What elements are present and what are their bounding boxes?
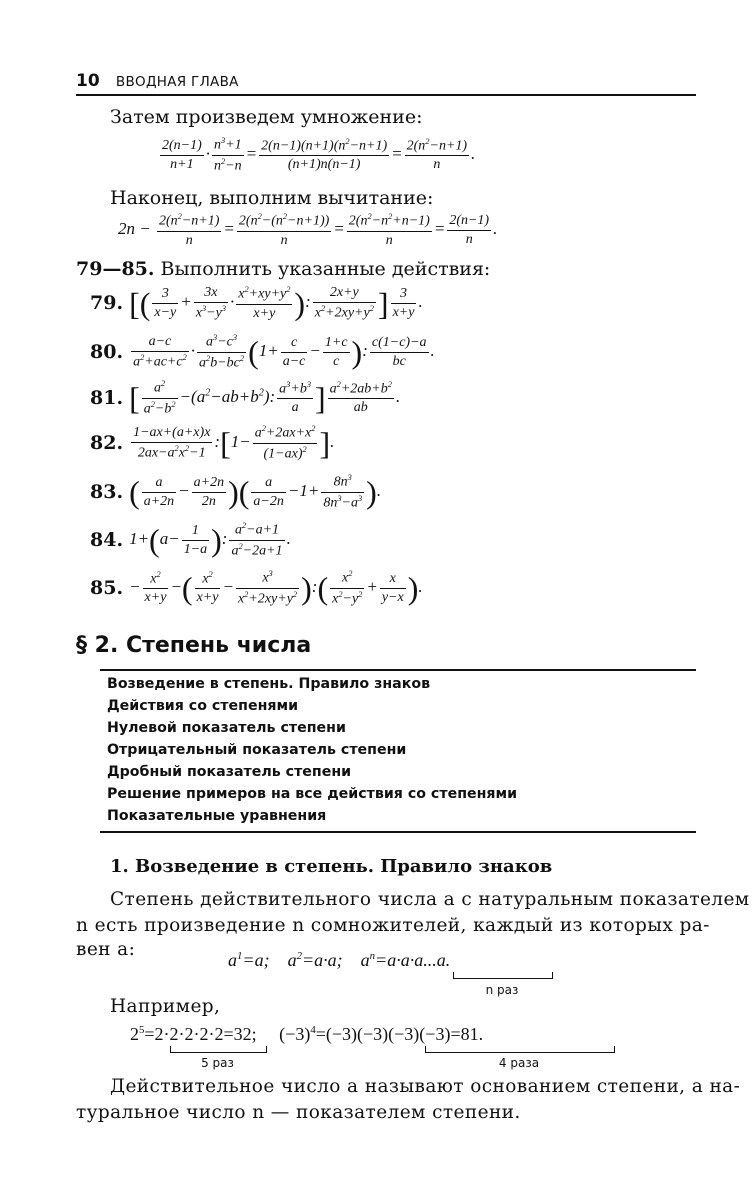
header-rule bbox=[76, 94, 696, 96]
exercise-number: 82. bbox=[90, 431, 124, 454]
subsection-title: 1. Возведение в степень. Правило знаков bbox=[110, 856, 553, 877]
section-title: § 2. Степень числа bbox=[76, 633, 312, 658]
toc-item: Показательные уравнения bbox=[107, 808, 327, 824]
exercise-80: 80. $\frac{a-c}{a^2+ac+c^2}$ · $\frac{a^3-c^3}{a^2b-bc^2}$ (1+ $\frac{c}{a-c}$ − $\frac{1+c}{c}$ ): $\frac{c(1-c)-a}{bc}$ . bbox=[90, 333, 435, 371]
exercise-81: 81. [ $\frac{a^2}{a^2-b^2}$ $-(a^2-ab+b^2)$: $\frac{a^3+b^3}{a}$ ] $\frac{a^2+2ab+b^2}{ab}$ . bbox=[90, 379, 401, 417]
exercise-number: 83. bbox=[90, 480, 124, 503]
definition-line-3: вен a: bbox=[76, 939, 136, 960]
five-times-label: 5 раз bbox=[201, 1056, 234, 1070]
exercise-79: 79. [( $\frac{3}{x-y}$ + $\frac{3x}{x^3-y^3}$ · $\frac{x^2+xy+y^2}{x+y}$ ): $\frac{2x+y}{x^2+2xy+y^2}$ ] $\frac{3}{x+y}$ . bbox=[90, 285, 423, 322]
formula-power-definition: $a^1=a$; $a^2=a\cdot a$; $a^n=a\cdot a\cdot a...a$. bbox=[228, 950, 451, 970]
toc-item: Возведение в степень. Правило знаков bbox=[107, 676, 431, 692]
toc-item: Отрицательный показатель степени bbox=[107, 742, 407, 758]
four-times-label: 4 раза bbox=[498, 1056, 540, 1070]
toc-bottom-rule bbox=[100, 831, 696, 833]
formula-multiplication: $\frac{2(n-1)}{n+1}$ · $\frac{n^3+1}{n^2-n}$ = $\frac{2(n-1)(n+1)(n^2-n+1)}{(n+1)n(n-1)}$ = $\frac{2(n^2-n+1)}{n}$ . bbox=[162, 136, 476, 174]
exercise-number: 79. bbox=[90, 291, 124, 314]
exercise-82: 82. $\frac{1-ax+(a+x)x}{2ax-a^2x^2-1}$ :[1− $\frac{a^2+2ax+x^2}{(1-ax)^2}$ ]. bbox=[90, 424, 335, 462]
exercise-84: 84. 1+(a− $\frac{1}{1-a}$ ): $\frac{a^2-a+1}{a^2-2a+1}$ . bbox=[90, 521, 291, 559]
exercises-instruction: Выполнить указанные действия: bbox=[160, 258, 491, 280]
definition-line-1: Степень действительного числа a с натуральным показателем bbox=[110, 889, 750, 910]
exercise-85: 85. − $\frac{x^2}{x+y}$ −( $\frac{x^2}{x+y}$ − $\frac{x^3}{x^2+2xy+y^2}$ ):( $\frac{x^2}{x^2-y^2}$ + $\frac{x}{y-x}$ ). bbox=[90, 569, 423, 607]
page-number: 10 bbox=[76, 71, 100, 91]
toc-top-rule bbox=[100, 669, 696, 671]
brace-five-times bbox=[170, 1046, 267, 1053]
n-times-label: n раз bbox=[485, 983, 519, 997]
multiply-text: Затем произведем умножение: bbox=[110, 106, 423, 128]
subtract-text: Наконец, выполним вычитание: bbox=[110, 187, 434, 209]
toc-item: Нулевой показатель степени bbox=[107, 720, 346, 736]
exercise-number: 80. bbox=[90, 340, 124, 363]
base-definition-line-1: Действительное число a называют основанием степени, а на- bbox=[110, 1076, 741, 1097]
exercise-number: 85. bbox=[90, 576, 124, 599]
exercise-83: 83. ( $\frac{a}{a+2n}$ − $\frac{a+2n}{2n}$ )( $\frac{a}{a-2n}$ −1+ $\frac{8n^3}{8n^3-a^3}$ ). bbox=[90, 473, 382, 511]
definition-line-2: n есть произведение n сомножителей, каждый из которых ра- bbox=[76, 915, 710, 936]
chapter-title: ВВОДНАЯ ГЛАВА bbox=[115, 74, 239, 90]
exercises-heading bbox=[76, 258, 490, 280]
toc-item: Решение примеров на все действия со степенями bbox=[107, 786, 518, 802]
formula-subtraction: 2n − $\frac{2(n^2-n+1)}{n}$ = $\frac{2(n^2-(n^2-n+1))}{n}$ = $\frac{2(n^2-n^2+n-1)}{n}$ = $\frac{2(n-1)}{n}$ . bbox=[118, 212, 498, 248]
toc-item: Действия со степенями bbox=[107, 698, 299, 714]
example-label: Например, bbox=[110, 996, 221, 1017]
formula-examples: $2^5=2\cdot 2\cdot 2\cdot 2\cdot 2=32$; $(-3)^4=(-3)(-3)(-3)(-3)=81$. bbox=[130, 1024, 484, 1044]
brace-n-times bbox=[453, 972, 553, 979]
running-header bbox=[76, 71, 239, 91]
brace-four-times bbox=[425, 1046, 615, 1053]
exercises-range: 79—85. bbox=[76, 258, 155, 280]
exercise-number: 81. bbox=[90, 386, 124, 409]
toc-item: Дробный показатель степени bbox=[107, 764, 352, 780]
base-definition-line-2: туральное число n — показателем степени. bbox=[76, 1102, 521, 1123]
exercise-number: 84. bbox=[90, 528, 124, 551]
